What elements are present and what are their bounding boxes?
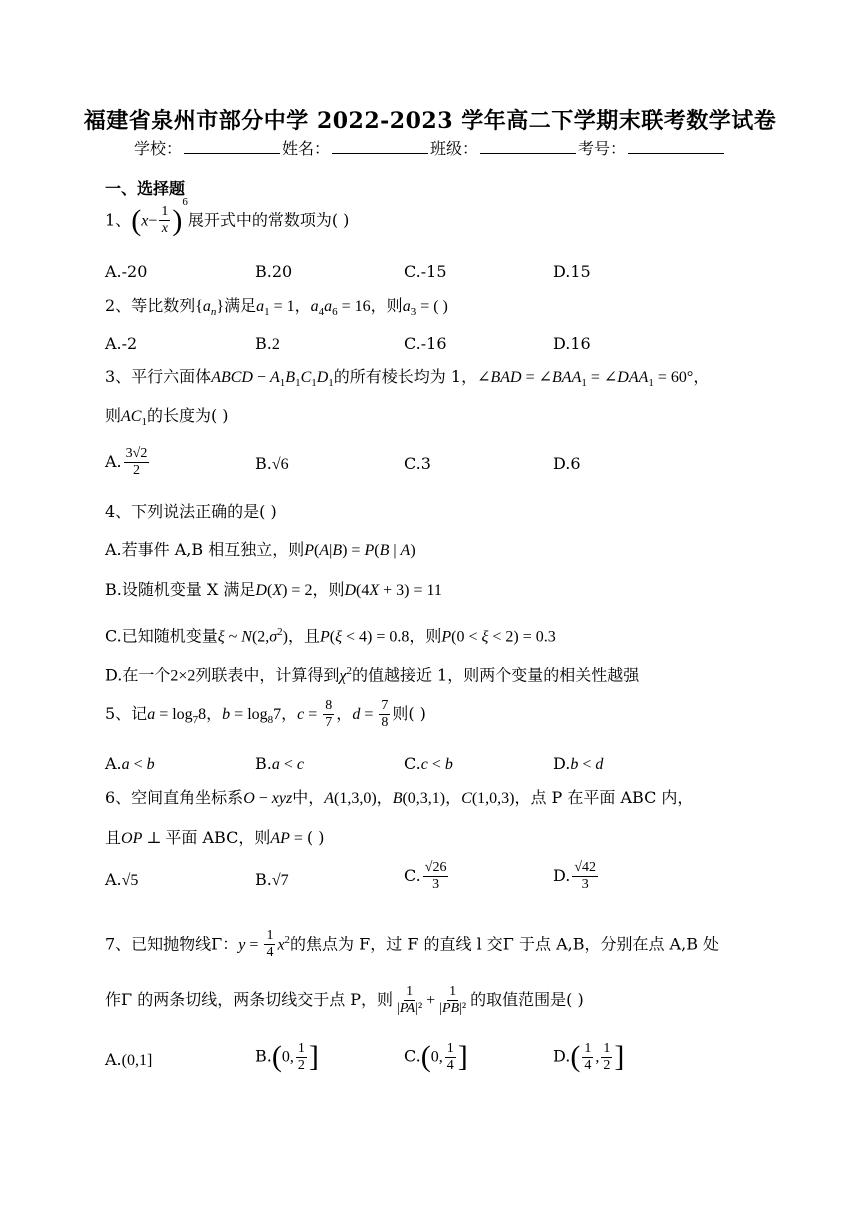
q7-option-a-label: A. xyxy=(105,1050,122,1069)
q4-option-c-text-2: ，且 xyxy=(288,626,321,646)
q2-option-a[interactable]: A.-2 xyxy=(105,334,138,353)
q6-text-2: 中， xyxy=(292,788,325,807)
question-6-line-2: 且OP ⊥ 平面 ABC，则AP = ( ) xyxy=(105,828,325,847)
q3-option-b[interactable]: B.√6 xyxy=(255,454,289,473)
question-3-line-2: 则$AC_1$的长度为( ) xyxy=(105,406,229,429)
q5-text-2: 则( ) xyxy=(392,704,426,723)
q6-text-3: ，点 P 在平面 ABC 内， xyxy=(514,788,694,807)
q3-option-b-label: B. xyxy=(255,454,272,473)
q2-number: 2、 xyxy=(105,296,132,315)
q6-option-a-label: A. xyxy=(105,870,122,889)
q1-option-a[interactable]: A.-20 xyxy=(105,262,148,281)
q3-option-c[interactable]: C.3 xyxy=(404,454,431,473)
q6-option-d-label: D. xyxy=(553,866,571,885)
q2-option-b[interactable]: B.2 xyxy=(255,334,280,353)
q6-text-4: 且 xyxy=(105,828,122,847)
question-7-line-2: 作Γ 的两条切线，两条切线交于点 P，则 $\frac{1}{\text{|PA|²}}$ + $\frac{1}{\text{|PB|²}}$ 的取值范围是( ) xyxy=(105,984,584,1016)
q7-text-2: 的焦点为 F，过 F 的直线 l 交Γ 于点 A,B，分别在点 A,B 处 xyxy=(290,934,720,954)
q3-option-d[interactable]: D.6 xyxy=(553,454,581,473)
exam-title: 福建省泉州市部分中学 2022-2023 学年高二下学期末联考数学试卷 xyxy=(83,108,777,134)
q4-option-b-text-2: ，则 xyxy=(312,580,345,599)
q4-option-c[interactable]: C.已知随机变量ξ ~ $N(2,\sigma^2)$，且P(ξ < 4) = 0.8，则P(0 < ξ < 2) = 0.3 xyxy=(105,626,556,646)
question-1: 1、(x− $\frac{1}{x}$ )$^6$展开式中的常数项为( ) xyxy=(105,196,350,237)
q2-option-c[interactable]: C.-16 xyxy=(404,334,447,353)
q3-option-a[interactable]: A. $\frac{3√2}{2}$ xyxy=(105,446,148,478)
question-2: 2、等比数列$\{a_n\}$满足$a_1 = 1$，$a_4a_6 = 16$，则$a_3$ = ( ) xyxy=(105,296,448,319)
question-3: 3、平行六面体ABCD − $A_1B_1C_1D_1$的所有棱长均为 1，∠BAD = $\angle BAA_1$ = $\angle DAA_1 = 60^\circ$， xyxy=(105,367,710,390)
q2-option-b-label: B. xyxy=(255,334,272,353)
q6-option-a[interactable]: A.√5 xyxy=(105,870,139,889)
exam-no-label: 考号： xyxy=(578,139,627,158)
question-6: 6、空间直角坐标系O − xyz中，A(1,3,0)，B(0,3,1)，C(1,0,3)，点 P 在平面 ABC 内， xyxy=(105,788,694,807)
q4-option-b-text: B.设随机变量 X 满足 xyxy=(105,580,256,599)
q3-text-3: 则 xyxy=(105,406,122,425)
question-4: 4、下列说法正确的是( ) xyxy=(105,502,277,521)
q6-text-6: ( ) xyxy=(306,828,325,847)
q4-option-a-text: A.若事件 A,B 相互独立，则 xyxy=(105,540,305,559)
q6-text-1: 6、空间直角坐标系 xyxy=(105,788,244,807)
q4-option-d-text-3: 的值越接近 1，则两个变量的相关性越强 xyxy=(351,665,640,685)
class-blank[interactable] xyxy=(480,139,576,154)
q7-text-4: 的取值范围是( ) xyxy=(470,990,584,1009)
q6-option-d[interactable]: D. $\frac{√42}{3}$ xyxy=(553,860,597,892)
q5-option-b-label: B. xyxy=(255,754,272,773)
question-7: 7、已知抛物线Γ：y = $\frac{1}{4}$ $x^2$的焦点为 F，过 F 的直线 l 交Γ 于点 A,B，分别在点 A,B 处 xyxy=(105,928,720,961)
q1-stem: 展开式中的常数项为( ) xyxy=(187,210,350,230)
school-label: 学校： xyxy=(133,139,182,158)
q3-text-4: 的长度为( ) xyxy=(146,406,229,425)
q7-option-d-label: D. xyxy=(553,1046,571,1066)
q7-option-d[interactable]: D.( $\frac{1}{4}$ , $\frac{1}{2}$ ] xyxy=(553,1040,625,1073)
q6-option-c-label: C. xyxy=(404,866,421,885)
q1-option-c[interactable]: C.-15 xyxy=(404,262,447,281)
q7-option-b-label: B. xyxy=(255,1046,272,1066)
name-blank[interactable] xyxy=(332,139,428,154)
q5-option-d[interactable]: D.b < d xyxy=(553,754,604,773)
class-label: 班级： xyxy=(430,139,479,158)
q7-text-1: 7、已知抛物线Γ： xyxy=(105,934,239,954)
q7-option-c-label: C. xyxy=(404,1046,421,1066)
q4-option-b[interactable]: B.设随机变量 X 满足D(X) = 2，则D(4X + 3) = 11 xyxy=(105,580,442,599)
q5-option-d-label: D. xyxy=(553,754,571,773)
q7-option-b[interactable]: B.(0, $\frac{1}{2}$ ] xyxy=(255,1040,319,1073)
q3-option-a-label: A. xyxy=(105,452,122,471)
q1-number: 1、 xyxy=(105,210,132,230)
exam-no-blank[interactable] xyxy=(628,139,724,154)
q4-option-c-text-3: ，则 xyxy=(409,626,442,646)
q7-option-c[interactable]: C.(0, $\frac{1}{4}$ ] xyxy=(404,1040,468,1073)
q5-option-b[interactable]: B.a < c xyxy=(255,754,304,773)
student-info-line xyxy=(0,136,860,159)
q4-option-d-text: D.在一个 xyxy=(105,665,171,685)
q6-text-5: 平面 ABC，则 xyxy=(165,828,271,847)
q2-text-3: ，则 xyxy=(370,296,403,315)
q1-option-d[interactable]: D.15 xyxy=(553,262,591,281)
q4-option-d-text-2: 列联表中，计算得到 xyxy=(195,665,340,685)
q2-text-2: 满足 xyxy=(224,296,257,315)
q4-option-c-text: C.已知随机变量 xyxy=(105,626,218,646)
q7-option-a[interactable]: A.(0,1] xyxy=(105,1050,153,1069)
q7-text-3: 作Γ 的两条切线，两条切线交于点 P，则 xyxy=(105,990,394,1009)
q3-text-2: 的所有棱长均为 1， xyxy=(333,367,478,386)
q4-option-d[interactable]: D.在一个2×2列联表中，计算得到$\chi^2$的值越接近 1，则两个变量的相关性越强 xyxy=(105,665,640,685)
q5-option-a[interactable]: A.a < b xyxy=(105,754,155,773)
q5-option-c-label: C. xyxy=(404,754,421,773)
q2-option-d[interactable]: D.16 xyxy=(553,334,591,353)
q3-text-1: 3、平行六面体 xyxy=(105,367,212,386)
q6-option-c[interactable]: C. $\frac{√26}{3}$ xyxy=(404,860,447,892)
q5-option-c[interactable]: C.c < b xyxy=(404,754,453,773)
q5-text-1: 5、记 xyxy=(105,704,148,723)
section-heading: 一、选择题 xyxy=(105,179,186,198)
q1-option-b[interactable]: B.20 xyxy=(255,262,293,281)
q6-option-b[interactable]: B.√7 xyxy=(255,870,289,889)
school-blank[interactable] xyxy=(184,139,280,154)
q6-option-b-label: B. xyxy=(255,870,272,889)
q5-option-a-label: A. xyxy=(105,754,122,773)
q4-option-a[interactable]: A.若事件 A,B 相互独立，则P(A|B) = P(B | A) xyxy=(105,540,416,559)
name-label: 姓名： xyxy=(281,139,330,158)
q2-text-1: 等比数列 xyxy=(131,296,196,315)
question-5: 5、记$a = \log_78$，$b = \log_87$，c = $\frac{8}{7}$ ，d = $\frac{7}{8}$ 则( ) xyxy=(105,698,426,730)
